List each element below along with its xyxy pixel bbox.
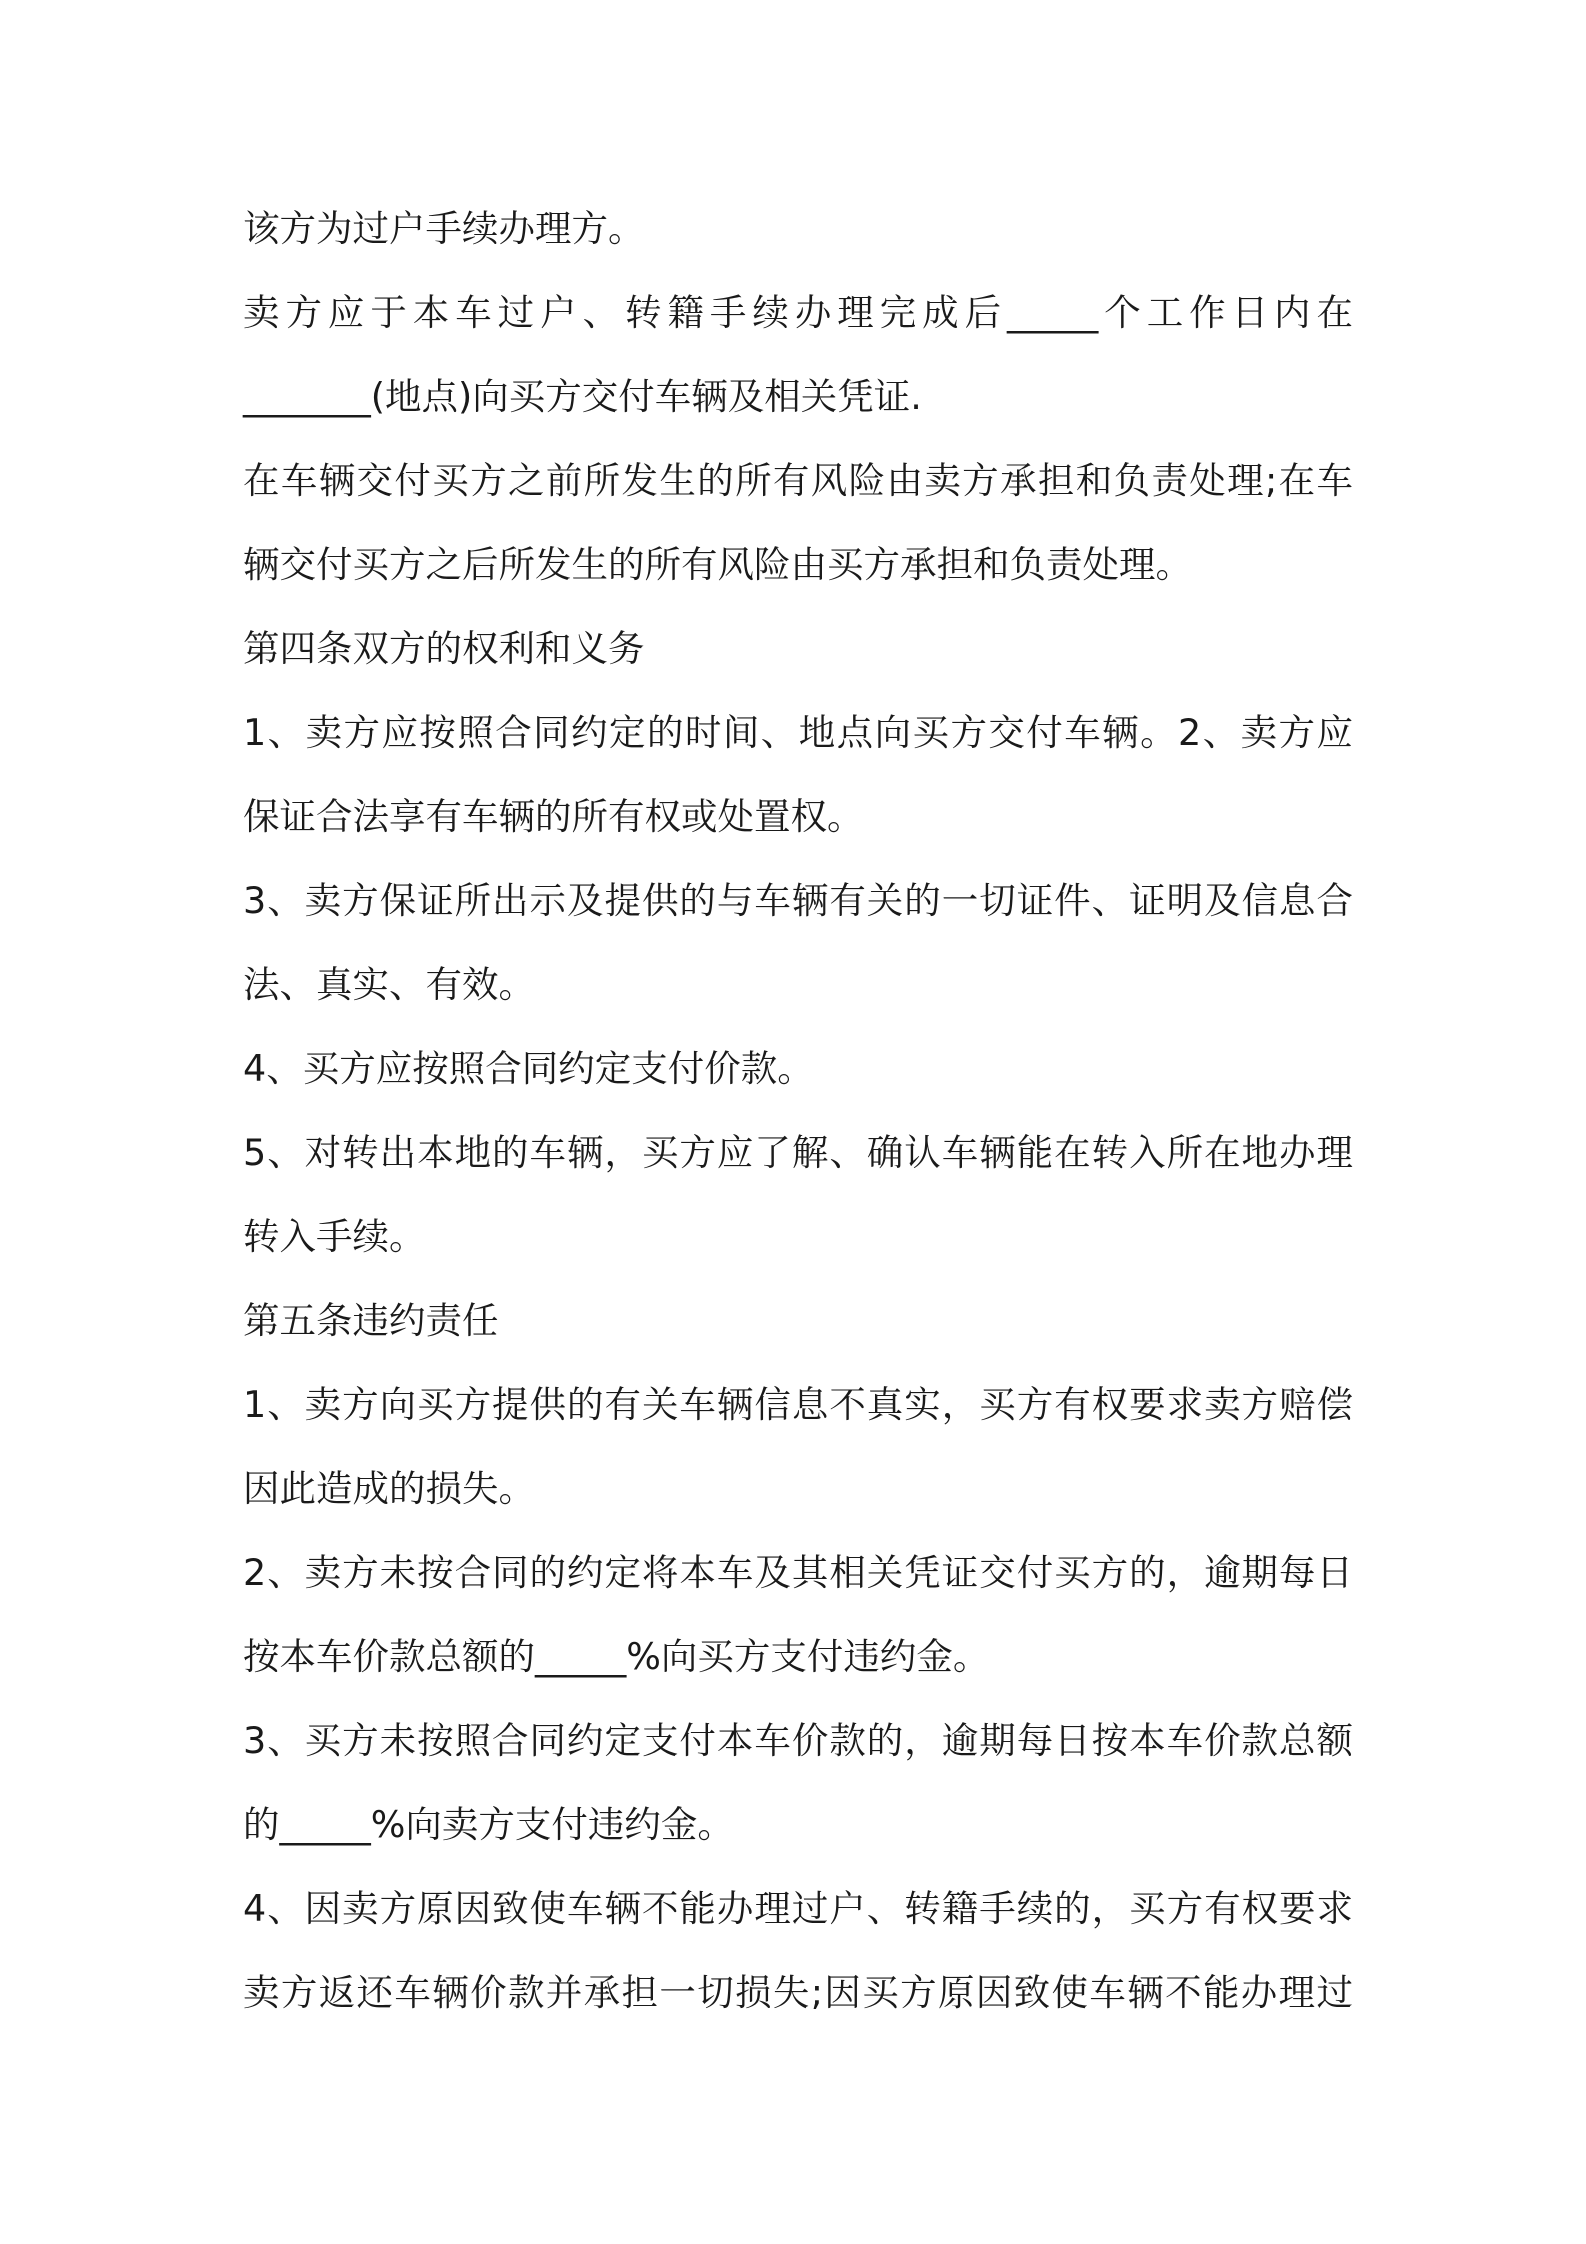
text-line: 该方为过户手续办理方。 (243, 207, 645, 250)
text-line: 转入手续。 (243, 1215, 426, 1258)
text-line: 在车辆交付买方之前所发生的所有风险由卖方承担和负责处理;在车 (243, 459, 1353, 502)
document-body (243, 205, 1353, 2053)
text-line: 保证合法享有车辆的所有权或处置权。 (243, 795, 864, 838)
text-line: 法、真实、有效。 (243, 963, 535, 1006)
section-heading: 第四条双方的权利和义务 (243, 627, 645, 670)
section-heading: 第五条违约责任 (243, 1299, 499, 1342)
text-line: 辆交付买方之后所发生的所有风险由买方承担和负责处理。 (243, 543, 1192, 586)
text-line: 1、卖方应按照合同约定的时间、地点向买方交付车辆。2、卖方应 (243, 711, 1353, 754)
text-line: 的_____%向卖方支付违约金。 (243, 1803, 734, 1846)
text-line: 卖方应于本车过户、转籍手续办理完成后_____个工作日内在 (243, 291, 1353, 334)
text-line: 3、卖方保证所出示及提供的与车辆有关的一切证件、证明及信息合 (243, 879, 1353, 922)
text-line: 1、卖方向买方提供的有关车辆信息不真实，买方有权要求卖方赔偿 (243, 1383, 1353, 1426)
text-line: 因此造成的损失。 (243, 1467, 535, 1510)
text-line: 按本车价款总额的_____%向买方支付违约金。 (243, 1635, 990, 1678)
text-line: _______(地点)向买方交付车辆及相关凭证. (243, 375, 922, 418)
text-line: 4、买方应按照合同约定支付价款。 (243, 1047, 814, 1090)
text-line: 2、卖方未按合同的约定将本车及其相关凭证交付买方的，逾期每日 (243, 1551, 1353, 1594)
text-line: 3、买方未按照合同约定支付本车价款的，逾期每日按本车价款总额 (243, 1719, 1353, 1762)
text-line: 卖方返还车辆价款并承担一切损失;因买方原因致使车辆不能办理过 (243, 1971, 1353, 2014)
text-line: 4、因卖方原因致使车辆不能办理过户、转籍手续的，买方有权要求 (243, 1887, 1353, 1930)
text-line: 5、对转出本地的车辆，买方应了解、确认车辆能在转入所在地办理 (243, 1131, 1353, 1174)
